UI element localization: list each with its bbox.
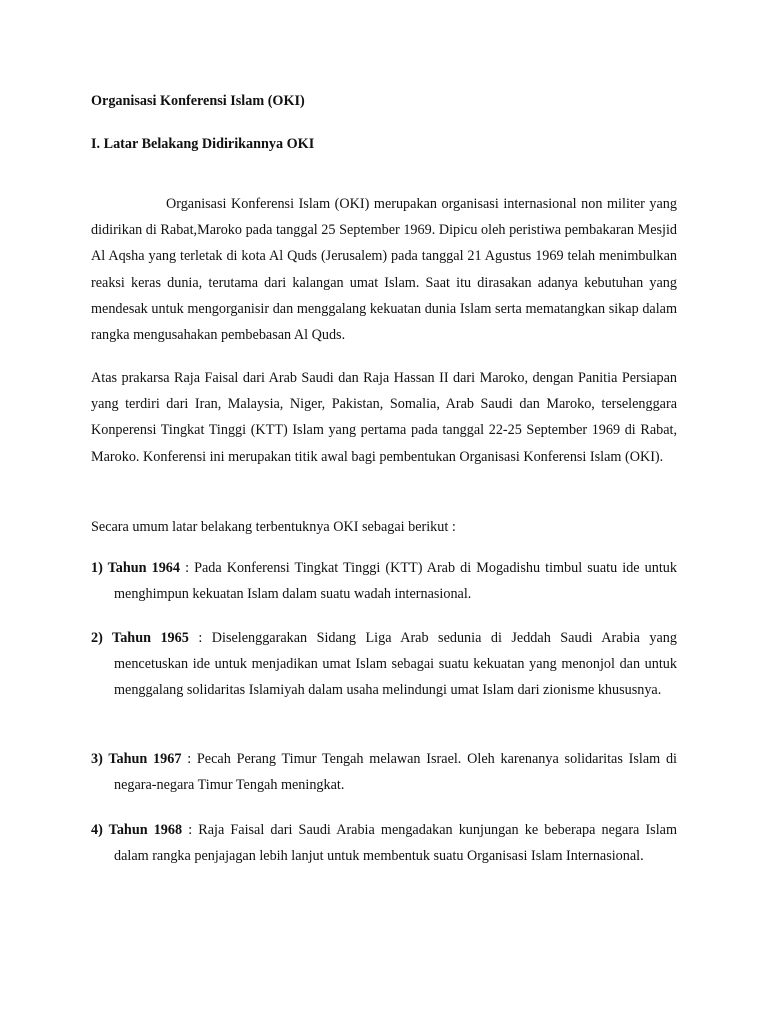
paragraph-initiative: Atas prakarsa Raja Faisal dari Arab Saudi dan Raja Hassan II dari Maroko, dengan Panitia Persiapan yang terdiri dari Iran, Malaysia, Niger, Pakistan, Somalia, Arab Saudi dan Maroko, terselenggara Konperensi Tingkat Tinggi (KTT) Islam yang pertama pada tanggal 22-25 September 1969 di Rabat, Maroko. Konferensi ini merupakan titik awal bagi pembentukan Organisasi Konferensi Islam (OKI).	[91, 370, 677, 465]
paragraph-background-intro: Secara umum latar belakang terbentuknya OKI sebagai berikut :	[91, 519, 456, 535]
document-title: Organisasi Konferensi Islam (OKI)	[91, 93, 305, 109]
list-item	[91, 746, 677, 798]
list-item-year: 1) Tahun 1964	[91, 560, 180, 576]
list-item-text: : Diselenggarakan Sidang Liga Arab sedunia di Jeddah Saudi Arabia yang mencetuskan ide untuk menjadikan umat Islam sebagai suatu kekuatan yang menonjol dan untuk menggalang solidaritas Islamiyah dalam usaha melindungi umat Islam dari zionisme khususnya.	[114, 630, 677, 699]
paragraph-founding: Organisasi Konferensi Islam (OKI) merupakan organisasi internasional non militer yang didirikan di Rabat,Maroko pada tanggal 25 September 1969. Dipicu oleh peristiwa pembakaran Mesjid Al Aqsha yang terletak di kota Al Quds (Jerusalem) pada tanggal 21 Agustus 1969 telah menimbulkan reaksi keras dunia, terutama dari kalangan umat Islam. Saat itu dirasakan adanya kebutuhan yang mendesak untuk mengorganisir dan menggalang kekuatan dunia Islam serta mematangkan sikap dalam rangka mengusahakan pembebasan Al Quds.	[91, 196, 677, 344]
list-item	[91, 625, 677, 704]
list-item	[91, 817, 677, 869]
list-item	[91, 555, 677, 607]
list-item-year: 3) Tahun 1967	[91, 751, 182, 767]
list-item-year: 4) Tahun 1968	[91, 822, 183, 838]
list-item-text: : Pada Konferensi Tingkat Tinggi (KTT) Arab di Mogadishu timbul suatu ide untuk menghimpun kekuatan Islam dalam suatu wadah internasional.	[114, 560, 677, 603]
list-item-text: : Pecah Perang Timur Tengah melawan Israel. Oleh karenanya solidaritas Islam di negara-negara Timur Tengah meningkat.	[114, 751, 677, 794]
list-item-year: 2) Tahun 1965	[91, 630, 189, 646]
list-item-text: : Raja Faisal dari Saudi Arabia mengadakan kunjungan ke beberapa negara Islam dalam rangka penjajagan lebih lanjut untuk membentuk suatu Organisasi Islam Internasional.	[114, 822, 677, 865]
section-heading: I. Latar Belakang Didirikannya OKI	[91, 136, 315, 152]
